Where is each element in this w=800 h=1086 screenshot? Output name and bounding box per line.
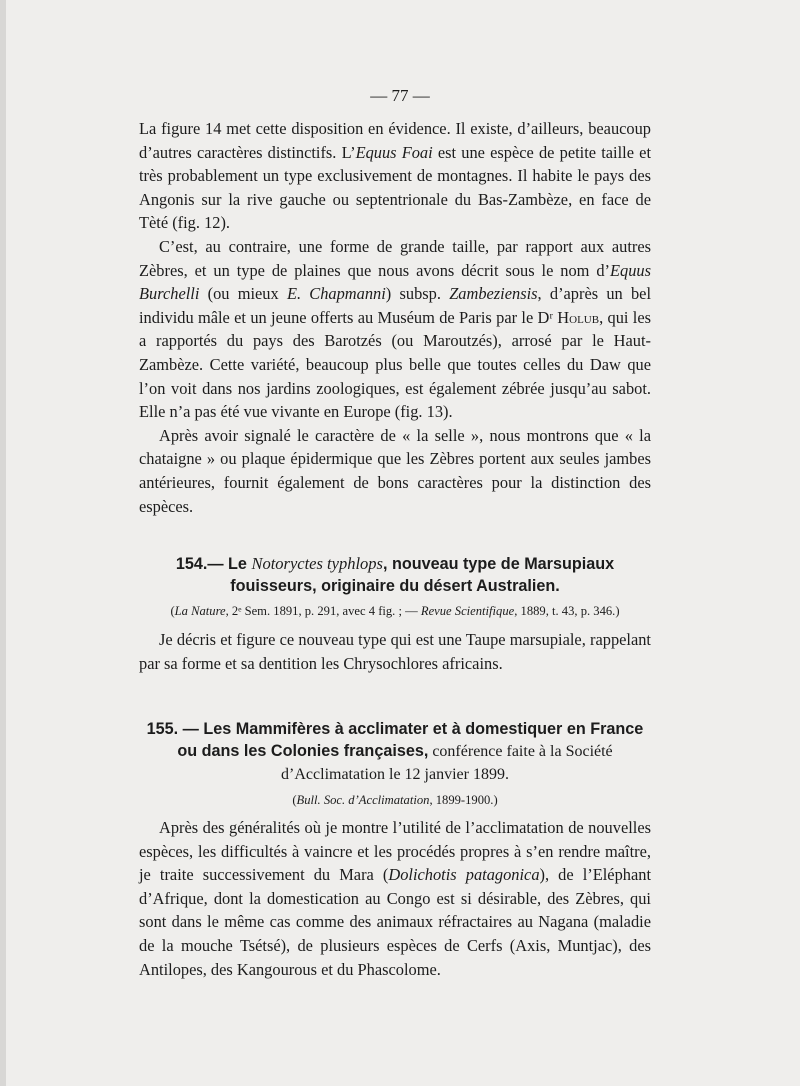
paragraph-2: C’est, au contraire, une forme de grande taille, par rapport aux autres Zèbres, et un type de plaines que nous avons décrit sous le nom d’Equus Burchelli (ou mieux E. Chapmanni) subsp. Zambeziensis, d’après un bel individu mâle et un jeune offerts au Muséum de Paris par le Dʳ Holub, qui les a rapportés du pays des Barotzés (ou Maroutzés), arrosé par le Haut-Zambèze. Cette variété, beaucoup plus belle que toutes celles du Daw que l’on voit dans nos jardins zoologiques, est également zébrée jusqu’au sabot. Elle n’a pas été vue vivante en Europe (fig. 13). (139, 236, 651, 422)
entry-154 (139, 553, 651, 675)
entry-155-reference: (Bull. Soc. d’Acclimatation, 1899-1900.) (292, 793, 498, 807)
entry-155-heading: 155. — Les Mammifères à acclimater et à domestiquer en France ou dans les Colonies françaises, conférence faite à la Société d’Acclimatation le 12 janvier 1899. (146, 720, 644, 783)
entry-154-reference: (La Nature, 2ᵉ Sem. 1891, p. 291, avec 4 fig. ; — Revue Scientifique, 1889, t. 43, p. 346.) (170, 604, 620, 618)
page-edge (0, 0, 6, 1086)
paragraph-1: La figure 14 met cette disposition en évidence. Il existe, d’ailleurs, beaucoup d’autres caractères distinctifs. L’Equus Foai est une espèce de petite taille et très probablement un type exclusivement de montagnes. Il habite le pays des Angonis sur la rive gauche ou septentrionale du Bas-Zambèze, en face de Tèté (fig. 12). (139, 119, 652, 233)
entry-155 (139, 718, 651, 981)
intro-section (139, 117, 651, 518)
entry-154-body: Je décris et figure ce nouveau type qui est une Taupe marsupiale, rappelant par sa forme et sa dentition les Chrysochlores africains. (139, 630, 651, 673)
entry-155-body: Après des généralités où je montre l’utilité de l’acclimatation de nouvelles espèces, les difficultés à vaincre et les procédés propres à s’en rendre maître, je traite successivement du Mara (Dolichotis patagonica), de l’Eléphant d’Afrique, dont la domestication au Congo est si désirable, des Zèbres, qui sont dans le même cas comme des animaux réfractaires au Nagana (maladie de la mouche Tsétsé), de plusieurs espèces de Cerfs (Axis, Muntjac), des Antilopes, des Kangourous et du Phascolome. (139, 818, 652, 979)
entry-154-heading: 154.— Le Notoryctes typhlops, nouveau type de Marsupiaux fouisseurs, originaire du désert Australien. (175, 554, 615, 595)
page-number: — 77 — (370, 86, 430, 105)
paragraph-3: Après avoir signalé le caractère de « la selle », nous montrons que « la chataigne » ou plaque épidermique que les Zèbres portent aux seules jambes antérieures, fournit également de bons caractères pour la distinction des espèces. (139, 425, 651, 516)
